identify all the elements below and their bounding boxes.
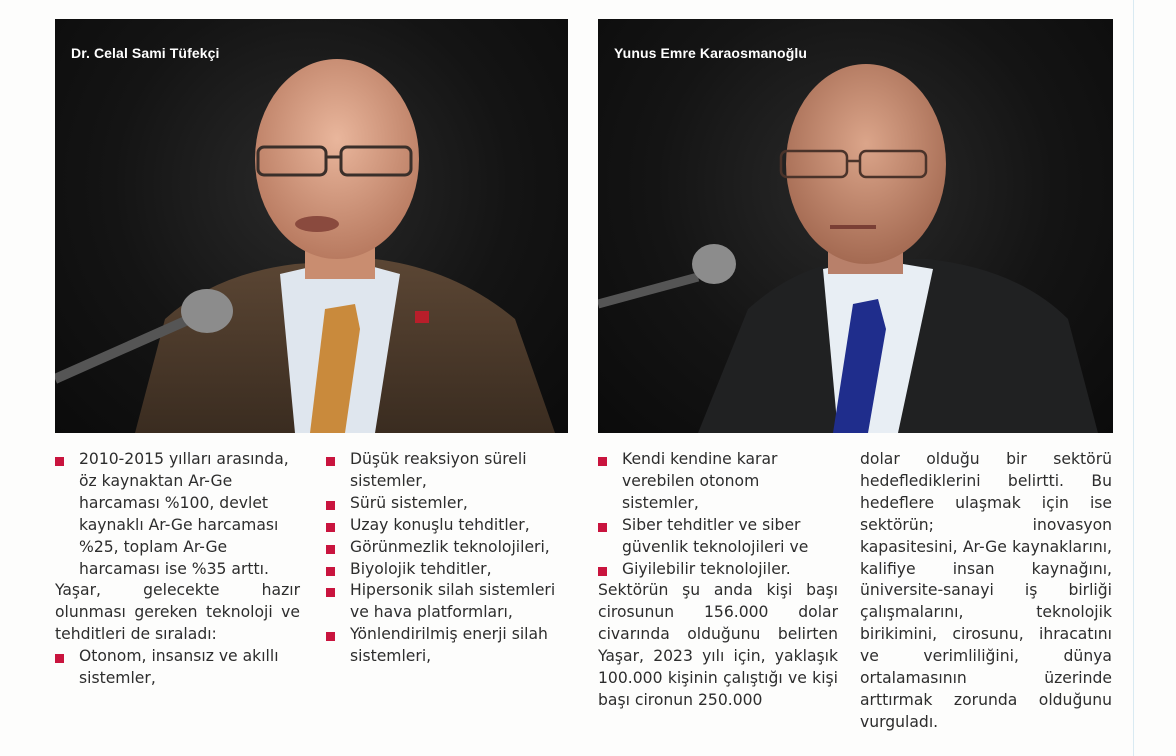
list-item: Sürü sistemler,: [326, 493, 561, 515]
photo-caption-left: Dr. Celal Sami Tüfekçi: [71, 45, 220, 61]
list-item: Görünmezlik teknolojileri,: [326, 537, 561, 559]
list-item: Biyolojik tehditler,: [326, 559, 561, 581]
list-item: Siber tehditler ve siber güvenlik teknolojileri ve: [598, 515, 838, 559]
text-column-2: [326, 449, 561, 668]
text-column-4: [860, 449, 1112, 734]
paragraph: Yaşar, gelecekte hazır olunması gereken teknoloji ve tehditleri de sıraladı:: [55, 581, 300, 644]
page-edge-line: [1133, 0, 1134, 756]
text-column-1: [55, 449, 300, 690]
photo-caption-right: Yunus Emre Karaosmanoğlu: [614, 45, 808, 61]
list-item: Hipersonik silah sistemleri ve hava platformları,: [326, 580, 561, 624]
photo-celal-sami-tufekci: [55, 19, 568, 433]
paragraph: dolar olduğu bir sektörü hedeflediklerini belirtti. Bu hedeflere ulaşmak için ise sektörün; inovasyon kapasitesini, Ar-Ge kaynaklarını, kalifiye insan kaynağını, üniversite-sanayi iş birliği çalışmalarını, teknolojik birikimini, cirosunu, ihracatını ve verimliliğini, dünya ortalamasının üzerinde arttırmak zorunda olduğunu vurguladı.: [860, 450, 1112, 731]
list-item: Giyilebilir teknolojiler.: [598, 559, 838, 581]
list-item: Uzay konuşlu tehditler,: [326, 515, 561, 537]
list-item: Otonom, insansız ve akıllı sistemler,: [55, 646, 300, 690]
speaker-portrait-right: [598, 19, 1113, 433]
paragraph: Sektörün şu anda kişi başı cirosunun 156.000 dolar civarında olduğunu belirten Yaşar, 2023 yılı için, yaklaşık 100.000 kişinin çalıştığı ve kişi başı cironun 250.000: [598, 581, 838, 709]
speaker-portrait-left: [55, 19, 568, 433]
list-item: Yönlendirilmiş enerji silah sistemleri,: [326, 624, 561, 668]
text-column-3: [598, 449, 838, 712]
photo-yunus-emre-karaosmanoglu: [598, 19, 1113, 433]
list-item: Düşük reaksiyon süreli sistemler,: [326, 449, 561, 493]
list-item: Kendi kendine karar verebilen otonom sistemler,: [598, 449, 838, 515]
list-item: 2010-2015 yılları arasında, öz kaynaktan Ar-Ge harcaması %100, devlet kaynaklı Ar-Ge harcaması %25, toplam Ar-Ge harcaması ise %35 arttı.: [55, 449, 300, 580]
